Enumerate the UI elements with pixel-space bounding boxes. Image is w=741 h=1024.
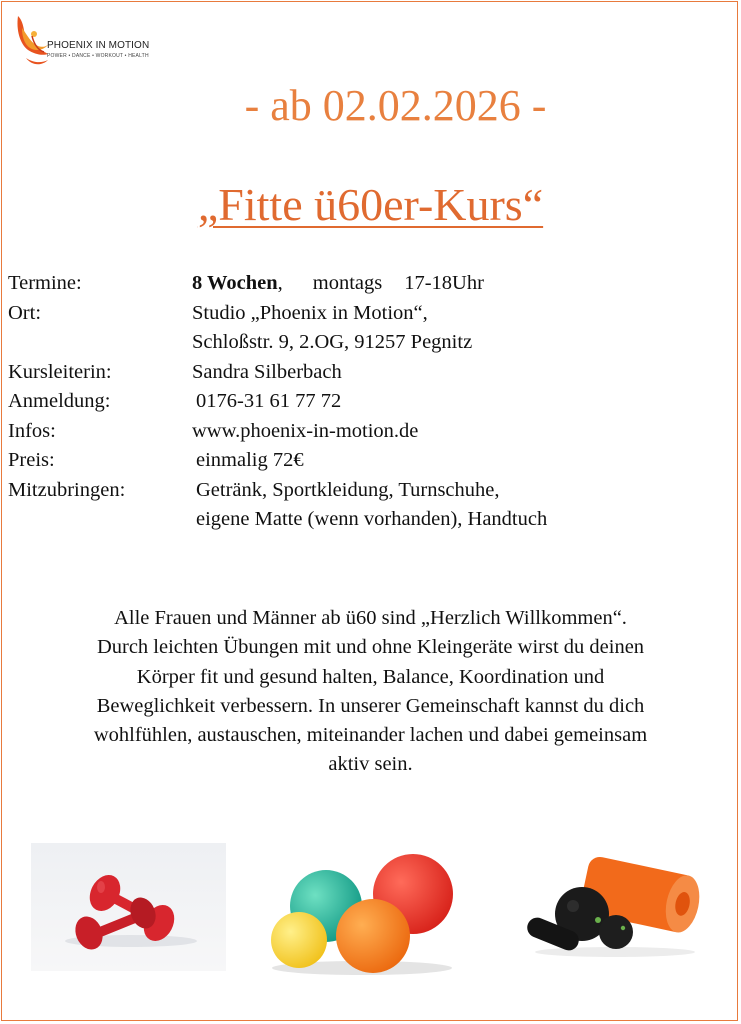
course-title [0, 178, 741, 231]
termine-separator: , [277, 272, 283, 294]
mitzubringen-line1: Getränk, Sportkleidung, Turnschuhe, [196, 478, 500, 501]
termine-day: montags [312, 272, 383, 294]
description-line: Durch leichten Übungen mit und ohne Kleingeräte wirst du deinen [96, 636, 645, 659]
exercise-balls-photo [262, 840, 462, 980]
description-line: Alle Frauen und Männer ab ü60 sind „Herzlich Willkommen“. [114, 607, 627, 629]
termine-weeks: 8 Wochen [192, 272, 278, 294]
preis-label: Preis: [8, 449, 55, 471]
foam-roller-photo [520, 852, 700, 962]
description-line: Körper fit und gesund halten, Balance, Koordination und [136, 665, 605, 688]
course-description [8, 604, 733, 780]
logo-wordmark: PHOENIX IN MOTION [47, 40, 150, 51]
logo-tagline: POWER • DANCE • WORKOUT • HEALTH [47, 53, 149, 59]
kursleiterin-value: Sandra Silberbach [192, 360, 342, 383]
dumbbells-image [31, 843, 226, 971]
termine-value [192, 269, 484, 299]
course-title-text: „Fitte ü60er-Kurs“ [197, 179, 544, 230]
anmeldung-phone: 0176-31 61 77 72 [196, 390, 342, 412]
description-line: aktiv sein. [328, 753, 413, 776]
phoenix-bird-icon [12, 10, 52, 68]
termine-label: Termine: [8, 272, 82, 294]
dumbbells-photo [31, 843, 226, 971]
ort-line1: Studio „Phoenix in Motion“, [192, 301, 428, 324]
foam-roller-image [520, 852, 700, 962]
infos-label: Infos: [8, 419, 56, 442]
description-line: Beweglichkeit verbessern. In unserer Gemeinschaft kannst du dich [96, 694, 645, 717]
ort-line2: Schloßstr. 9, 2.OG, 91257 Pegnitz [192, 331, 473, 353]
exercise-balls-image [262, 840, 462, 980]
mitzubringen-label: Mitzubringen: [8, 478, 126, 501]
phoenix-logo [12, 10, 172, 70]
termine-time: 17-18Uhr [404, 272, 484, 294]
mitzubringen-line2: eigene Matte (wenn vorhanden), Handtuch [196, 508, 548, 530]
infos-website: www.phoenix-in-motion.de [192, 419, 419, 442]
start-date-heading: - ab 02.02.2026 - [244, 81, 547, 130]
description-line: wohlfühlen, austauschen, miteinander lachen und dabei gemeinsam [93, 724, 648, 747]
ort-label: Ort: [8, 301, 42, 324]
anmeldung-label: Anmeldung: [8, 390, 111, 412]
preis-value: einmalig 72€ [196, 449, 304, 471]
kursleiterin-label: Kursleiterin: [8, 360, 112, 383]
